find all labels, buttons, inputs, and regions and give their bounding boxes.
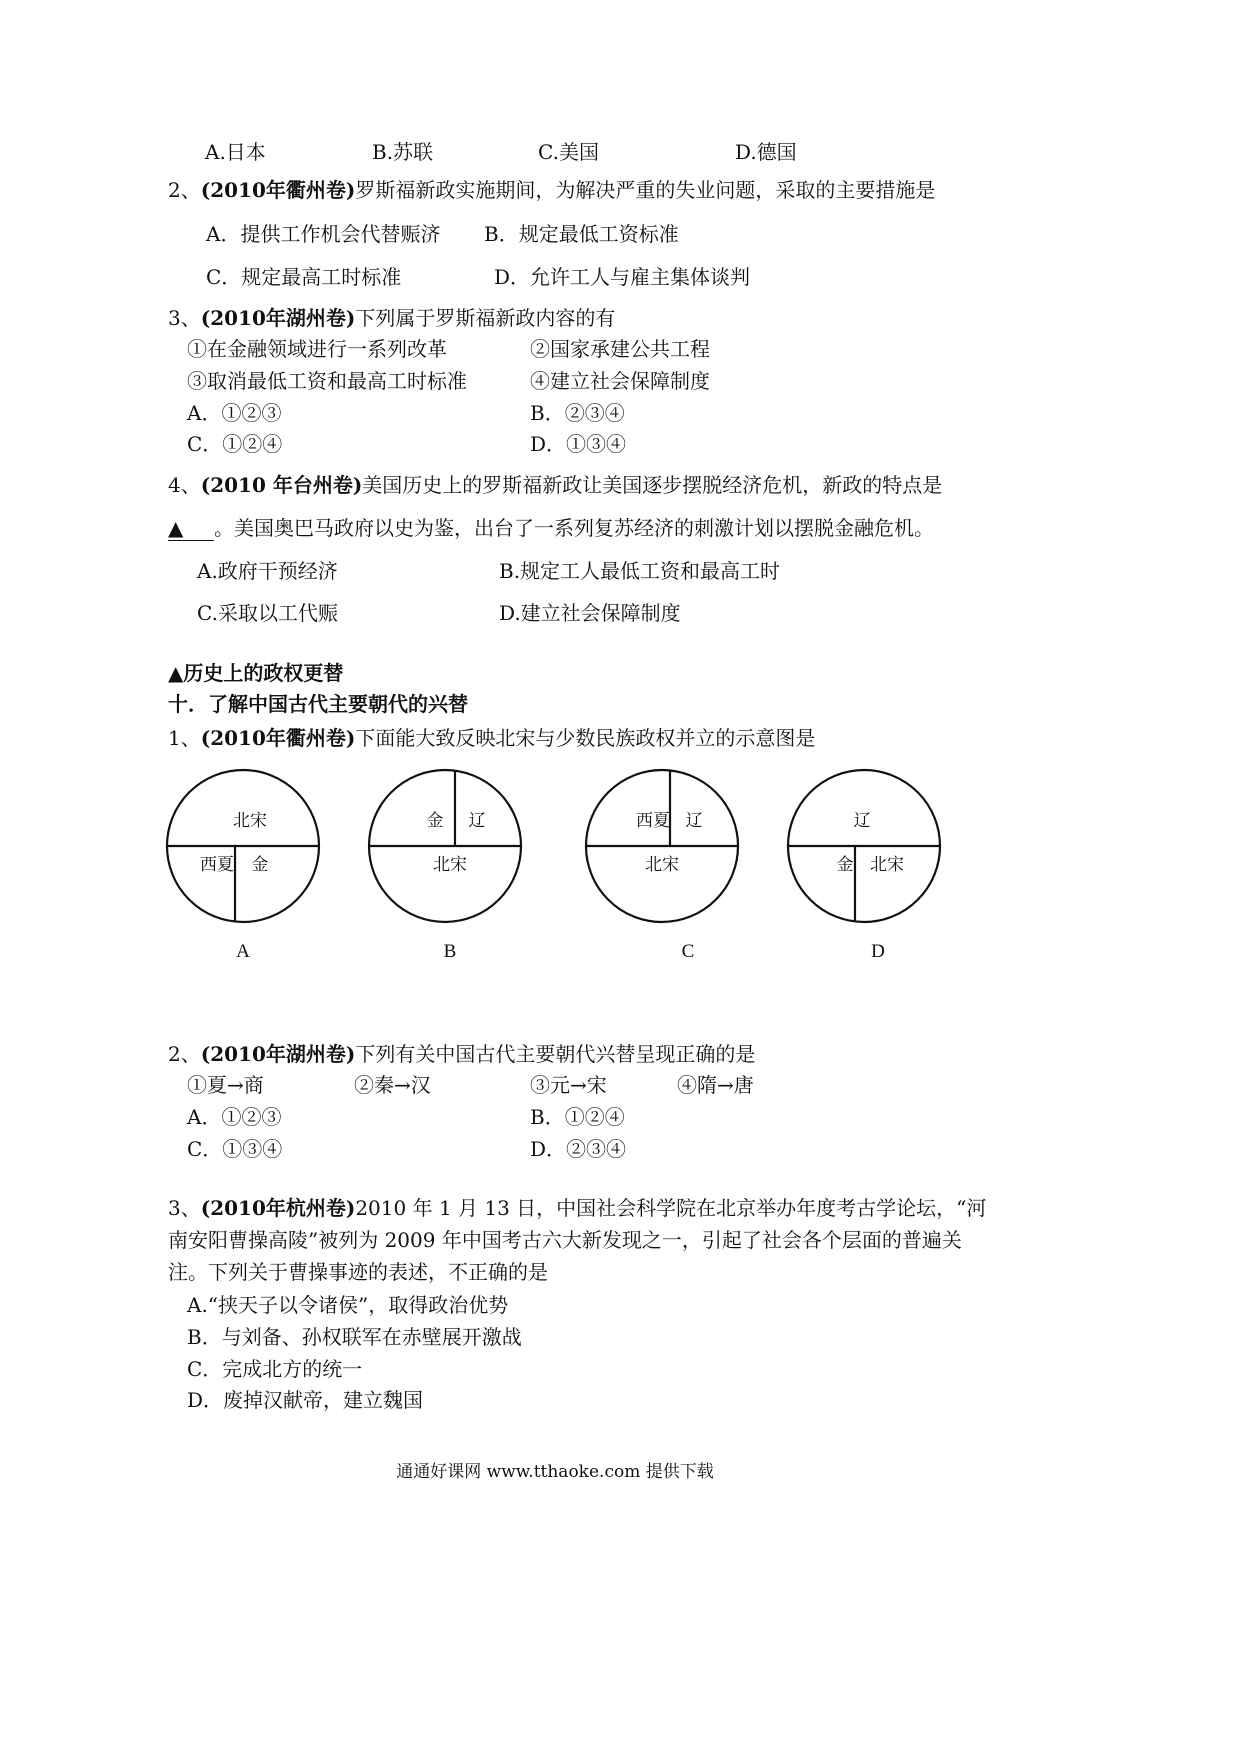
- s1-q3-option-a: A．①②③: [187, 401, 282, 425]
- s2-q3-option-b: B．与刘备、孙权联军在赤壁展开激战: [187, 1325, 522, 1349]
- s2-q3-option-d: D．废掉汉献帝，建立魏国: [187, 1388, 424, 1412]
- question-number: 3、: [168, 1196, 201, 1220]
- question-text-continued: 。美国奥巴马政府以史为鉴，出台了一系列复苏经济的刺激计划以摆脱金融危机。: [214, 516, 934, 540]
- question-source: (2010年衢州卷): [200, 178, 356, 202]
- s1-q4-option-a: A.政府干预经济: [197, 559, 338, 583]
- question-number: 4、: [168, 473, 201, 497]
- s1-q3-option-b: B．②③④: [530, 401, 625, 425]
- diagram-d-label-liao: 辽: [853, 811, 871, 831]
- diagram-c-label-liao: 辽: [685, 811, 703, 831]
- s1-q2-option-c: C．规定最高工时标准: [206, 265, 402, 289]
- s1-q2-option-d: D．允许工人与雇主集体谈判: [494, 265, 751, 289]
- question-text: 下列有关中国古代主要朝代兴替呈现正确的是: [355, 1042, 756, 1066]
- page-footer: 通通好课网 www.tthaoke.com 提供下载: [396, 1462, 714, 1482]
- question-source: (2010年湖州卷): [200, 306, 356, 330]
- question-source: (2010年杭州卷): [200, 1196, 356, 1220]
- question-number: 2、: [168, 178, 201, 202]
- s1-q3-item-1: ①在金融领域进行一系列改革: [187, 337, 447, 361]
- s2-q2-option-c: C．①③④: [187, 1137, 283, 1161]
- diagram-d-label-jin: 金: [836, 855, 854, 875]
- question-number: 2、: [168, 1042, 201, 1066]
- question-text: 下面能大致反映北宋与少数民族政权并立的示意图是: [355, 726, 816, 750]
- question-text: 下列属于罗斯福新政内容的有: [355, 306, 616, 330]
- diagram-b-letter: B: [443, 941, 457, 962]
- s1-q4-option-c: C.采取以工代赈: [197, 601, 338, 625]
- s2-q2-stem: [168, 1038, 755, 1067]
- question-number: 3、: [168, 306, 201, 330]
- diagram-c-label-beisong: 北宋: [645, 855, 679, 875]
- s1-q3-item-3: ③取消最低工资和最高工时标准: [187, 369, 467, 393]
- q0-option-a: A.日本: [205, 140, 266, 164]
- s1-q3-option-d: D．①③④: [530, 432, 627, 456]
- question-text: 2010 年 1 月 13 日，中国社会科学院在北京举办年度考古学论坛，“河: [355, 1196, 987, 1220]
- s2-q2-item-4: ④隋→唐: [677, 1073, 754, 1097]
- s2-q2-option-a: A．①②③: [187, 1105, 282, 1129]
- diagram-a-label-beisong: 北宋: [233, 811, 267, 831]
- q0-option-b: B.苏联: [372, 140, 434, 164]
- question-text: 美国历史上的罗斯福新政让美国逐步摆脱经济危机，新政的特点是: [362, 473, 943, 497]
- q0-option-d: D.德国: [735, 140, 797, 164]
- s1-q3-item-2: ②国家承建公共工程: [530, 337, 710, 361]
- question-source: (2010年湖州卷): [200, 1042, 356, 1066]
- section-subheading: 十．了解中国古代主要朝代的兴替: [168, 692, 468, 716]
- diagram-a-label-jin: 金: [251, 855, 269, 875]
- diagram-c-label-xixia: 西夏: [636, 811, 670, 831]
- section-heading: ▲历史上的政权更替: [168, 661, 344, 685]
- diagram-a-label-xixia: 西夏: [200, 855, 234, 875]
- diagram-c-letter: C: [681, 941, 695, 962]
- s2-q3-stem-line1: [168, 1192, 986, 1221]
- s1-q4-option-b: B.规定工人最低工资和最高工时: [499, 559, 781, 583]
- diagram-b-label-liao: 辽: [468, 811, 486, 831]
- question-text: 罗斯福新政实施期间，为解决严重的失业问题，采取的主要措施是: [355, 178, 936, 202]
- blank-triangle-mark: ▲: [168, 516, 184, 540]
- s1-q2-option-b: B．规定最低工资标准: [484, 222, 679, 246]
- s2-q2-option-d: D．②③④: [530, 1137, 627, 1161]
- diagram-b-label-beisong: 北宋: [433, 855, 467, 875]
- q0-option-c: C.美国: [538, 140, 599, 164]
- s1-q4-option-d: D.建立社会保障制度: [499, 601, 681, 625]
- s2-q3-option-c: C．完成北方的统一: [187, 1357, 363, 1381]
- diagram-d-letter: D: [871, 941, 885, 962]
- s1-q3-item-4: ④建立社会保障制度: [530, 369, 710, 393]
- question-source: (2010 年台州卷): [200, 473, 363, 497]
- s2-q2-item-2: ②秦→汉: [354, 1073, 431, 1097]
- s2-q2-option-b: B．①②④: [530, 1105, 625, 1129]
- s1-q2-option-a: A．提供工作机会代替赈济: [206, 222, 441, 246]
- diagram-d-label-beisong: 北宋: [870, 855, 904, 875]
- question-number: 1、: [168, 726, 201, 750]
- diagram-b-label-jin: 金: [426, 811, 444, 831]
- s2-q2-item-1: ①夏→商: [187, 1073, 264, 1097]
- s2-q3-stem-line3: 注。下列关于曹操事迹的表述，不正确的是: [168, 1260, 548, 1284]
- diagram-a-letter: A: [236, 941, 250, 962]
- s2-q3-stem-line2: 南安阳曹操高陵”被列为 2009 年中国考古六大新发现之一，引起了社会各个层面的普遍关: [168, 1228, 962, 1252]
- s1-q3-option-c: C．①②④: [187, 432, 283, 456]
- s2-q3-option-a: A.“挟天子以令诸侯”，取得政治优势: [187, 1293, 509, 1317]
- s2-q2-item-3: ③元→宋: [530, 1073, 607, 1097]
- question-source: (2010年衢州卷): [200, 726, 356, 750]
